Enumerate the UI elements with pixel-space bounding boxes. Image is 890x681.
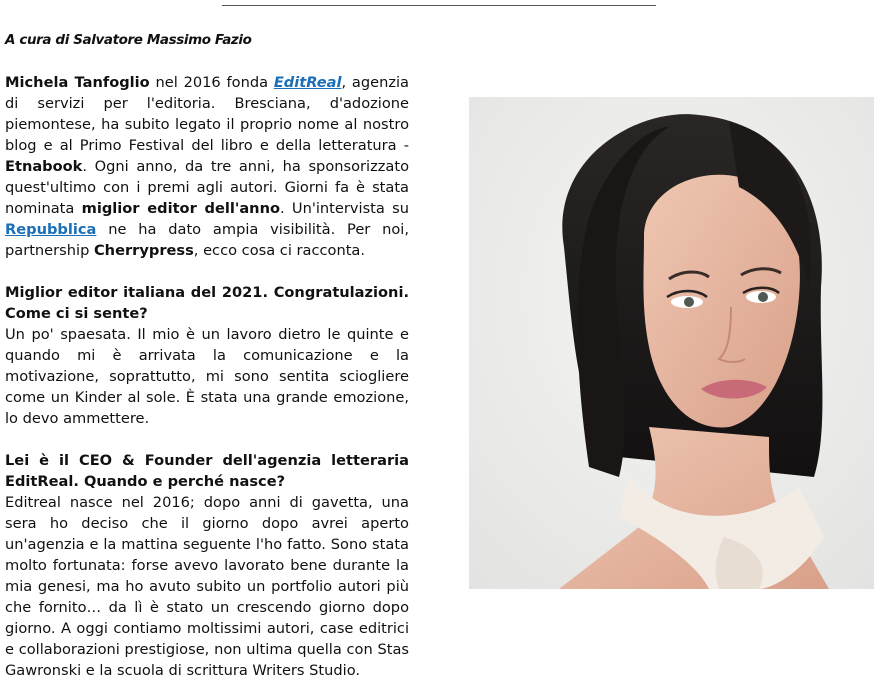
award-bold: miglior editor dell'anno <box>81 200 280 217</box>
question-text: Lei è il CEO & Founder dell'agenzia letteraria EditReal. Quando e perché nasce? <box>5 452 409 490</box>
editreal-link[interactable]: EditReal <box>273 74 342 91</box>
question-1 <box>5 282 409 324</box>
intro-text: , agenzia di servizi per l'editoria. Bresciana, d'adozione piemontese, ha subito legato il proprio nome al nostro blog e al Primo Festival del libro e della letteratura - <box>5 74 410 154</box>
intro-text: . Un'intervista su <box>280 200 409 217</box>
intro-text: nel 2016 fonda <box>149 74 274 91</box>
answer-2: Editreal nasce nel 2016; dopo anni di gavetta, una sera ho deciso che il giorno dopo avrei aperto un'agenzia e la mattina seguente l'ho fatto. Sono stata molto fortunata: forse avevo lavorato bene durante la mia genesi, ma ho avuto subito un portfolio autori più che fornito… da lì è stato un crescendo giorno dopo giorno. A oggi contiamo moltissimi autori, case editrici e collaborazioni prestigiose, non ultima quella con Stas Gawronski e la scuola di scrittura Writers Studio. <box>5 494 409 679</box>
interviewee-name: Michela Tanfoglio <box>5 74 150 91</box>
intro-paragraph <box>5 72 409 261</box>
etnabook-bold: Etnabook <box>5 158 83 175</box>
author-credit: A cura di Salvatore Massimo Fazio <box>5 32 252 48</box>
top-divider <box>222 5 656 6</box>
intro-text: , ecco cosa ci racconta. <box>193 242 365 259</box>
repubblica-link[interactable]: Repubblica <box>5 221 97 238</box>
article-column <box>5 30 409 681</box>
question-text: Miglior editor italiana del 2021. Congratulazioni. Come ci si sente? <box>5 284 409 322</box>
question-2 <box>5 450 409 492</box>
portrait-photo <box>469 97 874 589</box>
answer-1: Un po' spaesata. Il mio è un lavoro dietro le quinte e quando mi è arrivata la comunicazione e la motivazione, soprattutto, mi sono sentita sciogliere come un Kinder al sole. È stata una grande emozione, lo devo ammettere. <box>5 326 409 427</box>
portrait-illustration <box>469 97 874 589</box>
intro-text: . Ogni anno, da tre anni, ha sponsorizzato quest'ultimo con i premi agli autori. Giorni fa è stata nominata <box>5 158 409 217</box>
intro-text: ne ha dato ampia visibilità. Per noi, partnership <box>5 221 409 259</box>
cherrypress-bold: Cherrypress <box>93 242 194 259</box>
